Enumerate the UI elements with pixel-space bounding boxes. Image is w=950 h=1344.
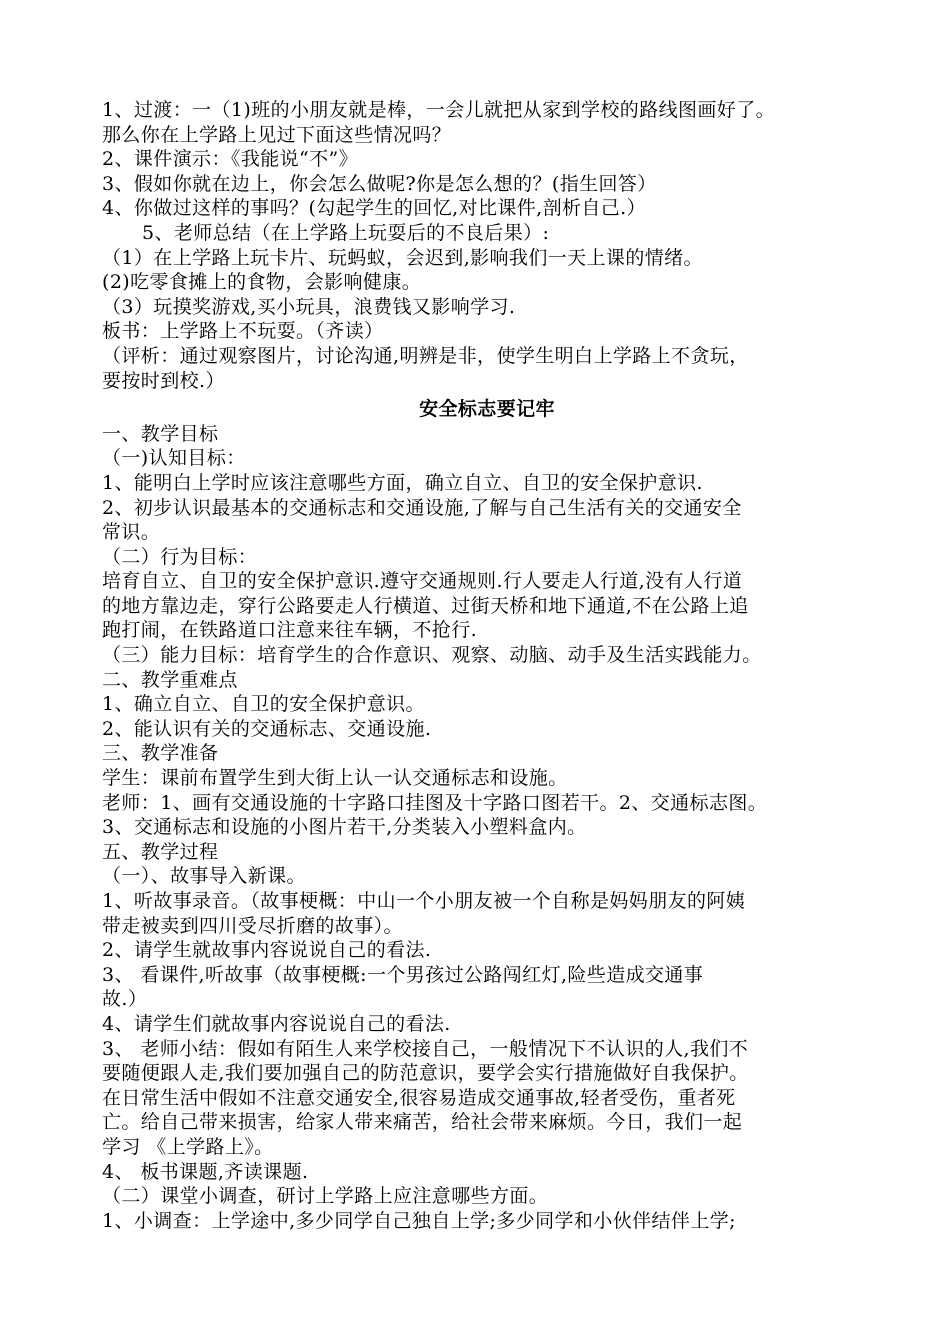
text-line: 4、你做过这样的事吗？(勾起学生的回忆,对比课件,剖析自己.） [102,197,647,220]
text-line: 培育自立、自卫的安全保护意识.遵守交通规则.行人要走人行道,没有人行道 [102,570,743,593]
text-line: 三、教学准备 [102,742,219,765]
text-line: 老师：1、画有交通设施的十字路口挂图及十字路口图若干。2、交通标志图。 [102,791,768,814]
text-line: （二）课堂小调查，研讨上学路上应注意哪些方面。 [102,1185,549,1208]
text-line: （一）、故事导入新课。 [102,865,306,888]
text-line: 一、教学目标 [102,422,219,445]
text-line: 板书：上学路上不玩耍。（齐读） [102,320,384,343]
text-line: 1、过渡：一（1)班的小朋友就是棒，一会儿就把从家到学校的路线图画好了。 [102,99,775,121]
text-line: 5、老师总结（在上学路上玩耍后的不良后果）: [142,221,550,244]
text-line: 亡。给自己带来损害，给家人带来痛苦，给社会带来麻烦。今日，我们一起 [102,1111,743,1134]
text-line: 2、初步认识最基本的交通标志和交通设施,了解与自己生活有关的交通安全 [102,496,742,519]
text-line: 那么你在上学路上见过下面这些情况吗？ [102,123,452,146]
text-line: 2、请学生就故事内容说说自己的看法. [102,939,432,962]
text-line: 学生：课前布置学生到大街上认一认交通标志和设施。 [102,767,568,790]
text-line: 跑打闹，在铁路道口注意来往车辆，不抢行. [102,619,478,642]
text-line: 2、能认识有关的交通标志、交通设施. [102,717,432,740]
text-line: (2)吃零食摊上的食物，会影响健康。 [102,271,422,294]
text-line: 1、小调查：上学途中,多少同学自己独自上学;多少同学和小伙伴结伴上学; [102,1209,736,1232]
text-line: 2、课件演示：《我能说“不”》 [102,148,359,171]
text-line: 故.） [102,988,148,1011]
text-line: 3、假如你就在边上，你会怎么做呢?你是怎么想的？(指生回答） [102,172,657,195]
text-line: 的地方靠边走，穿行公路要走人行横道、过街天桥和地下通道,不在公路上追 [102,594,749,617]
text-line: （一)认知目标： [102,447,246,470]
document-page [102,98,872,1233]
text-line: 带走被卖到四川受尽折磨的故事）。 [102,914,403,937]
text-line: （1）在上学路上玩卡片、玩蚂蚁，会迟到,影响我们一天上课的情绪。 [102,246,703,269]
text-line: （评析：通过观察图片，讨论沟通,明辨是非，使学生明白上学路上不贪玩， [102,344,749,367]
text-line: 3、 老师小结：假如有陌生人来学校接自己，一般情况下不认识的人,我们不 [102,1037,749,1060]
section-title: 安全标志要记牢 [419,398,555,421]
text-line: 3、 看课件,听故事（故事梗概:一个男孩过公路闯红灯,险些造成交通事 [102,963,704,986]
text-line: 在日常生活中假如不注意交通安全,很容易造成交通事故,轻者受伤，重者死 [102,1086,736,1109]
text-line: 1、确立自立、自卫的安全保护意识。 [102,693,425,716]
text-line: 1、听故事录音。（故事梗概：中山一个小朋友被一个自称是妈妈朋友的阿姨 [102,890,746,912]
text-line: 要随便跟人走,我们要加强自己的防范意识，要学会实行措施做好自我保护。 [102,1062,749,1085]
text-line: 五、教学过程 [102,840,219,863]
text-line: 1、能明白上学时应该注意哪些方面，确立自立、自卫的安全保护意识. [102,471,703,494]
text-line: （二）行为目标： [102,545,258,568]
text-line: 4、 板书课题,齐读课题. [102,1160,309,1183]
text-line: 3、交通标志和设施的小图片若干,分类装入小塑料盒内。 [102,816,587,839]
text-line: 学习 《上学路上》。 [102,1135,274,1158]
text-line: 常识。 [102,521,161,544]
text-line: 二、教学重难点 [102,668,238,691]
text-line: （3）玩摸奖游戏,买小玩具，浪费钱又影响学习. [102,295,516,318]
text-line: 4、请学生们就故事内容说说自己的看法. [102,1012,451,1035]
text-line: （三）能力目标：培育学生的合作意识、观察、动脑、动手及生活实践能力。 [102,644,762,667]
text-line: 要按时到校.） [102,369,225,392]
